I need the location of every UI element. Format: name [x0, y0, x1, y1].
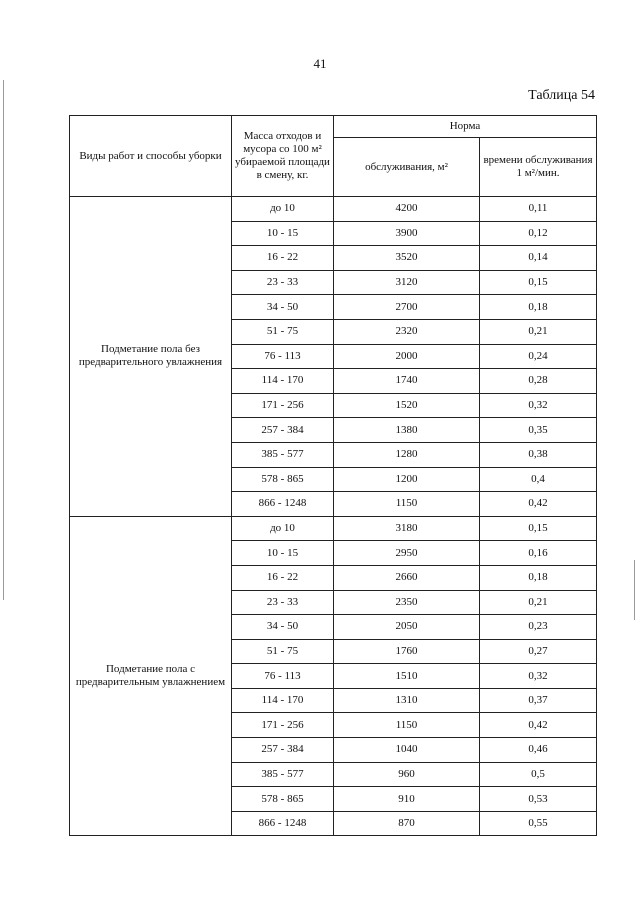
service-time-cell: 0,15 [480, 270, 597, 295]
mass-cell: 51 - 75 [232, 639, 334, 664]
service-area-cell: 3180 [334, 516, 480, 541]
service-time-cell: 0,4 [480, 467, 597, 492]
mass-cell: 34 - 50 [232, 615, 334, 640]
service-area-cell: 1520 [334, 393, 480, 418]
service-time-cell: 0,35 [480, 418, 597, 443]
service-time-cell: 0,21 [480, 319, 597, 344]
service-time-cell: 0,23 [480, 615, 597, 640]
mass-cell: 866 - 1248 [232, 492, 334, 517]
service-area-cell: 1280 [334, 442, 480, 467]
mass-cell: 385 - 577 [232, 442, 334, 467]
service-area-cell: 2700 [334, 295, 480, 320]
service-time-cell: 0,42 [480, 713, 597, 738]
service-time-cell: 0,16 [480, 541, 597, 566]
mass-cell: 385 - 577 [232, 762, 334, 787]
service-area-cell: 2050 [334, 615, 480, 640]
service-time-cell: 0,21 [480, 590, 597, 615]
mass-cell: 114 - 170 [232, 369, 334, 394]
mass-cell: 34 - 50 [232, 295, 334, 320]
service-area-cell: 1200 [334, 467, 480, 492]
header-mass: Масса отходов и мусора со 100 м² убираемой площади в смену, кг. [232, 116, 334, 197]
service-time-cell: 0,27 [480, 639, 597, 664]
mass-cell: 114 - 170 [232, 688, 334, 713]
page-number: 41 [313, 56, 327, 71]
mass-cell: 171 - 256 [232, 393, 334, 418]
service-time-cell: 0,46 [480, 738, 597, 763]
service-time-cell: 0,18 [480, 295, 597, 320]
service-area-cell: 2950 [334, 541, 480, 566]
service-area-cell: 1310 [334, 688, 480, 713]
service-area-cell: 1380 [334, 418, 480, 443]
table-row [70, 516, 597, 541]
service-area-cell: 1150 [334, 492, 480, 517]
header-norm: Норма [334, 116, 597, 138]
mass-cell: 51 - 75 [232, 319, 334, 344]
header-service-time: времени обслуживания 1 м²/мин. [480, 138, 597, 197]
mass-cell: до 10 [232, 516, 334, 541]
mass-cell: 23 - 33 [232, 270, 334, 295]
service-area-cell: 1150 [334, 713, 480, 738]
service-time-cell: 0,15 [480, 516, 597, 541]
mass-cell: 10 - 15 [232, 221, 334, 246]
service-area-cell: 1510 [334, 664, 480, 689]
header-service-area: обслуживания, м² [334, 138, 480, 197]
service-time-cell: 0,42 [480, 492, 597, 517]
service-time-cell: 0,12 [480, 221, 597, 246]
mass-cell: 76 - 113 [232, 344, 334, 369]
scan-artifact-right [634, 560, 635, 620]
mass-cell: до 10 [232, 197, 334, 222]
service-time-cell: 0,37 [480, 688, 597, 713]
work-type-cell: Подметание пола с предварительным увлажнением [70, 516, 232, 836]
table-title: Таблица 54 [528, 88, 595, 103]
mass-cell: 257 - 384 [232, 738, 334, 763]
service-time-cell: 0,55 [480, 811, 597, 836]
service-area-cell: 1740 [334, 369, 480, 394]
table-body [70, 197, 597, 836]
service-area-cell: 2320 [334, 319, 480, 344]
mass-cell: 16 - 22 [232, 246, 334, 271]
service-area-cell: 4200 [334, 197, 480, 222]
service-time-cell: 0,32 [480, 393, 597, 418]
work-type-cell: Подметание пола без предварительного увлажнения [70, 197, 232, 517]
service-time-cell: 0,18 [480, 565, 597, 590]
service-area-cell: 2350 [334, 590, 480, 615]
mass-cell: 16 - 22 [232, 565, 334, 590]
header-work-type: Виды работ и способы уборки [70, 116, 232, 197]
mass-cell: 257 - 384 [232, 418, 334, 443]
service-area-cell: 3520 [334, 246, 480, 271]
scan-artifact-left [3, 80, 4, 600]
service-area-cell: 1760 [334, 639, 480, 664]
mass-cell: 866 - 1248 [232, 811, 334, 836]
service-area-cell: 3900 [334, 221, 480, 246]
service-time-cell: 0,28 [480, 369, 597, 394]
mass-cell: 23 - 33 [232, 590, 334, 615]
service-time-cell: 0,24 [480, 344, 597, 369]
service-area-cell: 2000 [334, 344, 480, 369]
service-time-cell: 0,38 [480, 442, 597, 467]
service-area-cell: 910 [334, 787, 480, 812]
mass-cell: 10 - 15 [232, 541, 334, 566]
table-row [70, 197, 597, 222]
mass-cell: 171 - 256 [232, 713, 334, 738]
mass-cell: 76 - 113 [232, 664, 334, 689]
service-time-cell: 0,14 [480, 246, 597, 271]
service-area-cell: 870 [334, 811, 480, 836]
service-area-cell: 960 [334, 762, 480, 787]
service-area-cell: 1040 [334, 738, 480, 763]
service-area-cell: 3120 [334, 270, 480, 295]
service-time-cell: 0,5 [480, 762, 597, 787]
norms-table [69, 115, 597, 836]
service-time-cell: 0,11 [480, 197, 597, 222]
mass-cell: 578 - 865 [232, 787, 334, 812]
service-time-cell: 0,53 [480, 787, 597, 812]
mass-cell: 578 - 865 [232, 467, 334, 492]
service-area-cell: 2660 [334, 565, 480, 590]
service-time-cell: 0,32 [480, 664, 597, 689]
